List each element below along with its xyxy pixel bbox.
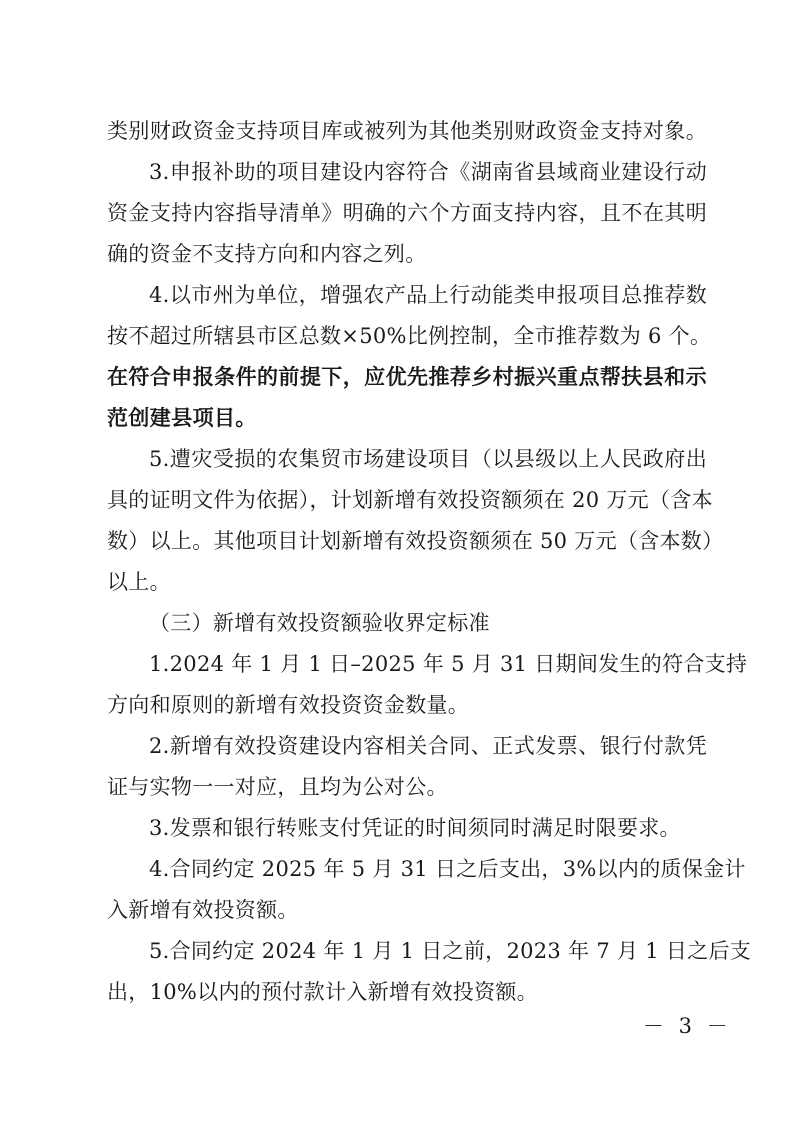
text-line: 3.申报补助的项目建设内容符合《湖南省县域商业建设行动: [149, 160, 707, 184]
text-line: 3.发票和银行转账支付凭证的时间须同时满足时限要求。: [149, 816, 681, 840]
text-line: 具的证明文件为依据），计划新增有效投资额须在 20 万元（含本: [107, 488, 713, 512]
text-line: 以上。: [107, 570, 171, 594]
emphasis-line: 范创建县项目。: [107, 406, 257, 430]
emphasis-line: 在符合申报条件的前提下，应优先推荐乡村振兴重点帮扶县和示: [107, 365, 707, 389]
text-line: 数）以上。其他项目计划新增有效投资额须在 50 万元（含本数）: [107, 529, 724, 553]
text-line: 出，10%以内的预付款计入新增有效投资额。: [107, 980, 538, 1004]
text-line: 5.合同约定 2024 年 1 月 1 日之前，2023 年 7 月 1 日之后支: [149, 939, 752, 963]
text-line: 入新增有效投资额。: [107, 898, 299, 922]
text-line: 方向和原则的新增有效投资资金数量。: [107, 693, 470, 717]
text-line: 确的资金不支持方向和内容之列。: [107, 242, 427, 266]
text-line: 4.合同约定 2025 年 5 月 31 日之后支出，3%以内的质保金计: [149, 857, 746, 881]
section-heading: （三）新增有效投资额验收界定标准: [149, 611, 490, 635]
text-line: 类别财政资金支持项目库或被列为其他类别财政资金支持对象。: [107, 119, 707, 143]
text-line: 2.新增有效投资建设内容相关合同、正式发票、银行付款凭: [149, 734, 707, 758]
text-line: 证与实物一一对应，且均为公对公。: [107, 775, 448, 799]
text-line: 4.以市州为单位，增强农产品上行动能类申报项目总推荐数: [149, 283, 707, 307]
text-line: 按不超过所辖县市区总数×50%比例控制，全市推荐数为 6 个。: [107, 324, 712, 348]
text-line: 资金支持内容指导清单》明确的六个方面支持内容，且不在其明: [107, 201, 707, 225]
page-number: － 3 －: [643, 1014, 732, 1038]
text-line: 1.2024 年 1 月 1 日–2025 年 5 月 31 日期间发生的符合支持: [149, 652, 748, 676]
text-line: 5.遭灾受损的农集贸市场建设项目（以县级以上人民政府出: [149, 447, 707, 471]
